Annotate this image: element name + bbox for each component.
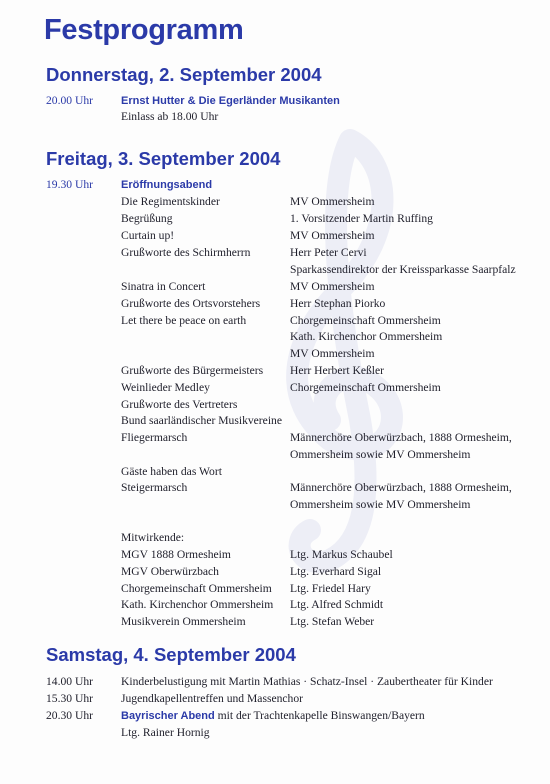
performer: MV Ommersheim [290,195,375,208]
performer: Herr Stephan Piorko [290,297,386,310]
event-title: Ernst Hutter & Die Egerländer Musikanten [121,95,340,107]
participant-group: Musikverein Ommersheim [121,615,246,628]
event-text: Kinderbelustigung mit Martin Mathias · Schatz-Insel · Zaubertheater für Kinder [121,675,493,688]
performer: Ommersheim sowie MV Ommersheim [290,498,471,511]
program-item: Bund saarländischer Musikvereine [121,414,282,427]
event-highlight: Bayrischer Abend [121,710,215,722]
program-item: Weinlieder Medley [121,381,210,394]
program-item: Die Regimentskinder [121,195,220,208]
participant-group: MGV 1888 Ormesheim [121,548,231,561]
performer: Ommersheim sowie MV Ommersheim [290,448,471,461]
program-item: Begrüßung [121,212,173,225]
program-item: Grußworte des Bürgermeisters [121,364,264,377]
day-heading-friday: Freitag, 3. September 2004 [46,148,281,169]
participant-leader: Ltg. Friedel Hary [290,582,371,595]
event-line [121,709,425,723]
time-label: 20.00 Uhr [46,94,94,107]
participant-leader: Ltg. Stefan Weber [290,615,375,628]
performer: Herr Peter Cervi [290,246,367,259]
performer: Männerchöre Oberwürzbach, 1888 Ormesheim, [290,431,512,444]
performer: MV Ommersheim [290,347,375,360]
program-item: Grußworte des Vertreters [121,398,238,411]
time-label: 20.30 Uhr [46,709,94,722]
performer: MV Ommersheim [290,280,375,293]
event-text: mit der Trachtenkapelle Binswangen/Bayern [217,709,425,722]
participant-group: Kath. Kirchenchor Ommersheim [121,598,274,611]
participant-leader: Ltg. Everhard Sigal [290,565,382,578]
performer: Herr Herbert Keßler [290,364,384,377]
performer: Chorgemeinschaft Ommersheim [290,314,441,327]
performer: Männerchöre Oberwürzbach, 1888 Ormesheim, [290,481,512,494]
day-heading-saturday: Samstag, 4. September 2004 [46,644,296,665]
participant-leader: Ltg. Alfred Schmidt [290,598,384,611]
event-text: Jugendkapellentreffen und Massenchor [121,692,304,705]
program-item: Curtain up! [121,229,175,242]
program-item: Sinatra in Concert [121,280,206,293]
event-title: Eröffnungsabend [121,179,213,191]
program-item: Let there be peace on earth [121,314,247,327]
page-title: Festprogramm [44,14,244,46]
participant-group: MGV Oberwürzbach [121,565,219,578]
event-note: Einlass ab 18.00 Uhr [121,110,219,123]
day-heading-thursday: Donnerstag, 2. September 2004 [46,64,322,85]
participant-leader: Ltg. Markus Schaubel [290,548,393,561]
time-label: 15.30 Uhr [46,692,94,705]
time-label: 14.00 Uhr [46,675,94,688]
program-item: Grußworte des Schirmherrn [121,246,251,259]
mitwirkende-label: Mitwirkende: [121,531,185,544]
program-item: Gäste haben das Wort [121,465,222,478]
performer: 1. Vorsitzender Martin Ruffing [290,212,433,225]
program-item: Fliegermarsch [121,431,188,444]
performer: Kath. Kirchenchor Ommersheim [290,330,443,343]
performer: MV Ommersheim [290,229,375,242]
performer: Chorgemeinschaft Ommersheim [290,381,441,394]
program-item: Grußworte des Ortsvorstehers [121,297,261,310]
time-label: 19.30 Uhr [46,178,94,191]
performer: Sparkassendirektor der Kreissparkasse Saarpfalz [290,263,516,276]
event-note: Ltg. Rainer Hornig [121,726,210,739]
program-item: Steigermarsch [121,481,188,494]
participant-group: Chorgemeinschaft Ommersheim [121,582,272,595]
